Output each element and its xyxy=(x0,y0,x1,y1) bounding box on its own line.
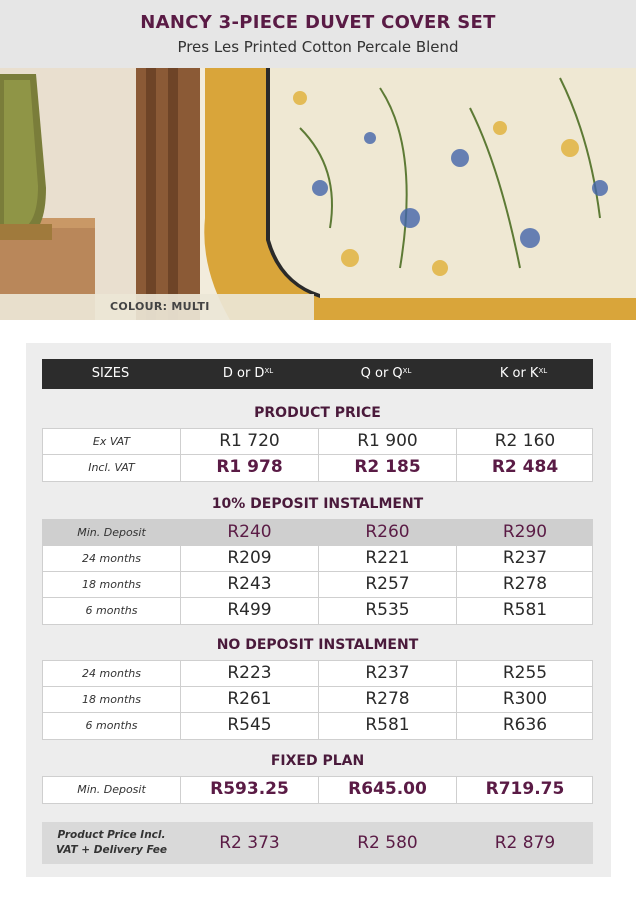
size-queen: Q or $Q^{XL}$ xyxy=(360,366,412,381)
row-label: 24 months xyxy=(82,552,141,565)
row-label: 6 months xyxy=(85,604,138,617)
price-cell: R278 xyxy=(318,687,456,712)
price-cell: R545 xyxy=(180,713,318,739)
table-row xyxy=(43,661,592,687)
price-cell: R260 xyxy=(318,520,456,545)
total-table xyxy=(42,822,593,864)
price-cell: R581 xyxy=(318,713,456,739)
row-label: Ex VAT xyxy=(92,435,131,448)
price-cell: R278 xyxy=(456,572,593,597)
table-row xyxy=(43,823,592,863)
price-cell: R240 xyxy=(180,520,318,545)
duvet-illustration xyxy=(0,68,636,320)
table-row xyxy=(43,455,592,481)
total-label xyxy=(43,823,180,863)
no-deposit-instalment-table xyxy=(42,660,593,740)
row-label: 24 months xyxy=(82,667,141,680)
row-label: Min. Deposit xyxy=(77,526,146,539)
price-cell: R645.00 xyxy=(318,777,456,803)
price-cell: R257 xyxy=(318,572,456,597)
price-cell: R255 xyxy=(456,661,593,686)
price-cell: R2 185 xyxy=(318,455,456,481)
total-label-line2: VAT + Delivery Fee xyxy=(55,844,168,856)
row-label: 6 months xyxy=(85,719,138,732)
page-subtitle: Pres Les Printed Cotton Percale Blend xyxy=(177,38,459,56)
total-cell: R2 373 xyxy=(180,823,318,863)
fixed-plan-table xyxy=(42,776,593,804)
product-photo xyxy=(0,68,636,320)
sizes-header xyxy=(42,359,593,389)
table-row xyxy=(43,520,592,546)
table-row xyxy=(43,546,592,572)
row-label: 18 months xyxy=(82,578,141,591)
size-double: D or $D^{XL}$ xyxy=(222,366,274,381)
colour-label: COLOUR: MULTI xyxy=(110,300,210,313)
table-row xyxy=(43,777,592,803)
price-cell: R300 xyxy=(456,687,593,712)
row-label: Min. Deposit xyxy=(77,783,146,796)
price-cell: R237 xyxy=(318,661,456,686)
row-label: Incl. VAT xyxy=(88,461,135,474)
total-cell: R2 580 xyxy=(318,823,456,863)
total-cell: R2 879 xyxy=(456,823,593,863)
price-cell: R243 xyxy=(180,572,318,597)
price-cell: R1 720 xyxy=(180,429,318,454)
price-cell: R2 160 xyxy=(456,429,593,454)
price-cell: R1 900 xyxy=(318,429,456,454)
price-cell: R499 xyxy=(180,598,318,624)
no-deposit-instalment-title: NO DEPOSIT INSTALMENT xyxy=(216,637,419,653)
price-cell: R581 xyxy=(456,598,593,624)
colour-label-bar xyxy=(0,294,314,320)
table-row xyxy=(43,572,592,598)
table-row xyxy=(43,713,592,739)
price-cell: R221 xyxy=(318,546,456,571)
product-price-title: PRODUCT PRICE xyxy=(254,405,381,421)
table-row xyxy=(43,687,592,713)
deposit-instalment-title: 10% DEPOSIT INSTALMENT xyxy=(211,496,424,512)
size-king: K or $K^{XL}$ xyxy=(499,366,548,381)
product-price-table xyxy=(42,428,593,482)
sizes-label: SIZES xyxy=(91,366,130,381)
price-cell: R290 xyxy=(456,520,593,545)
header xyxy=(0,0,636,68)
price-cell: R636 xyxy=(456,713,593,739)
price-cell: R237 xyxy=(456,546,593,571)
price-cell: R223 xyxy=(180,661,318,686)
page-title: NANCY 3-PIECE DUVET COVER SET xyxy=(140,12,496,33)
price-cell: R535 xyxy=(318,598,456,624)
fixed-plan-title: FIXED PLAN xyxy=(270,753,365,769)
price-cell: R719.75 xyxy=(456,777,593,803)
total-label-line1: Product Price Incl. xyxy=(57,829,166,841)
row-label: 18 months xyxy=(82,693,141,706)
price-cell: R209 xyxy=(180,546,318,571)
table-row xyxy=(43,598,592,624)
price-cell: R1 978 xyxy=(180,455,318,481)
deposit-instalment-table xyxy=(42,519,593,625)
table-row xyxy=(43,429,592,455)
price-cell: R2 484 xyxy=(456,455,593,481)
price-cell: R261 xyxy=(180,687,318,712)
price-cell: R593.25 xyxy=(180,777,318,803)
